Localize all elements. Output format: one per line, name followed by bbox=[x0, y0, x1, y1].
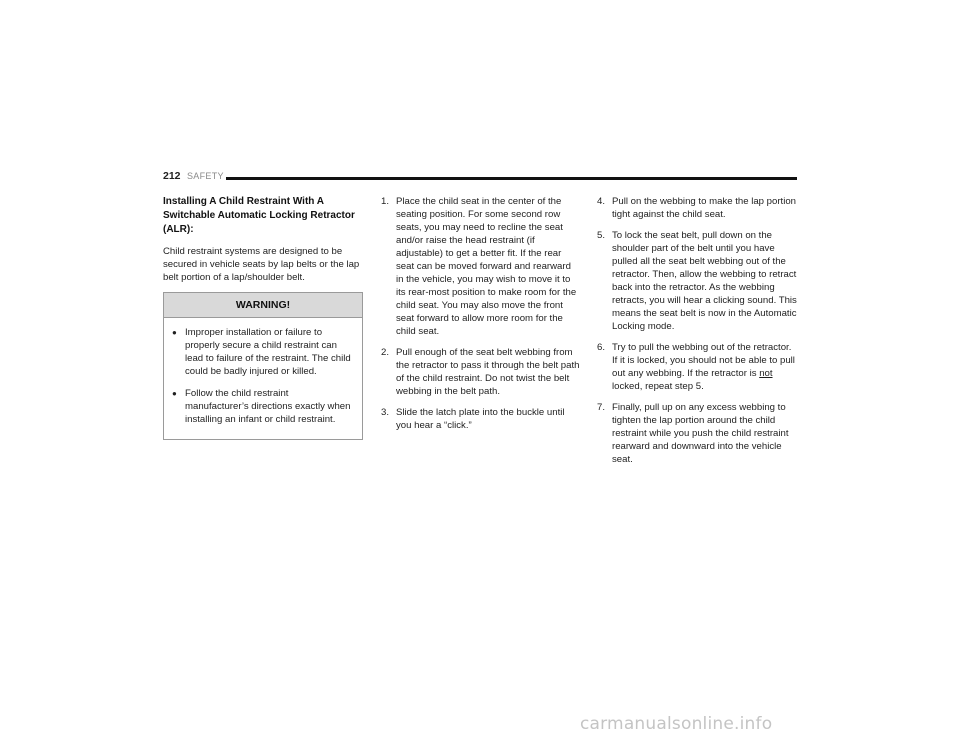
step-item bbox=[381, 406, 581, 432]
step-number: 6. bbox=[597, 342, 606, 353]
step-text: Pull on the webbing to make the lap portion tight against the child seat. bbox=[612, 196, 797, 220]
step-text-part: locked, repeat step 5. bbox=[612, 381, 704, 392]
intro-paragraph: Child restraint systems are designed to be secured in vehicle seats by lap belts or the lap belt portion of a lap/shoulder belt. bbox=[163, 246, 360, 283]
step-text: To lock the seat belt, pull down on the shoulder part of the belt until you have pulled all the seat belt webbing out of the retractor. Then, allow the webbing to retract back into the retractor. As the webbing retracts, you will hear a clicking sound. This means the seat belt is now in the Automatic Locking mode. bbox=[612, 230, 797, 332]
warning-bullet bbox=[172, 387, 354, 426]
page-number: 212 bbox=[163, 170, 181, 182]
step-item bbox=[381, 195, 581, 338]
warning-box bbox=[163, 292, 363, 440]
left-column bbox=[163, 195, 363, 440]
step-item bbox=[597, 195, 797, 221]
step-number: 1. bbox=[381, 196, 390, 207]
watermark: carmanualsonline.info bbox=[580, 714, 773, 734]
step-text: Finally, pull up on any excess webbing to tighten the lap portion around the child restraint while you push the child restraint rearward and downward into the vehicle seat. bbox=[612, 402, 789, 465]
step-text-part: Try to pull the webbing out of the retractor. If it is locked, you should not be able to pull out any webbing. If the retractor is bbox=[612, 342, 795, 379]
step-text: Slide the latch plate into the buckle until you hear a “click.” bbox=[396, 407, 565, 431]
step-text: Pull enough of the seat belt webbing from the retractor to pass it through the belt path of the child restraint. Do not twist the belt webbing in the belt path. bbox=[396, 347, 580, 397]
page-header bbox=[163, 170, 797, 188]
warning-bullet-text: Improper installation or failure to properly secure a child restraint can lead to failure of the restraint. The child could be badly injured or killed. bbox=[185, 327, 351, 377]
middle-column bbox=[381, 195, 581, 440]
step-item bbox=[381, 346, 581, 398]
step-number: 5. bbox=[597, 230, 606, 241]
section-heading: Installing A Child Restraint With A Switchable Automatic Locking Retractor (ALR): bbox=[163, 196, 355, 235]
warning-bullet bbox=[172, 326, 354, 378]
header-rule bbox=[226, 177, 797, 180]
warning-body bbox=[164, 318, 362, 439]
bullet-icon: ● bbox=[172, 328, 177, 337]
step-item bbox=[597, 229, 797, 333]
right-column bbox=[597, 195, 797, 474]
step-text bbox=[612, 341, 797, 393]
step-item bbox=[597, 341, 797, 393]
step-number: 7. bbox=[597, 402, 606, 413]
underlined-word: not bbox=[759, 368, 773, 379]
warning-title: WARNING! bbox=[164, 293, 362, 318]
step-text: Place the child seat in the center of the seating position. For some second row seats, you may need to recline the seat and/or raise the head restraint (if adjustable) to get a better fit. If the rear seat can be moved forward and rearward in the vehicle, you may wish to move it to its rear-most position to make room for the child seat. You may also move the front seat forward to allow more room for the child seat. bbox=[396, 196, 577, 337]
step-number: 4. bbox=[597, 196, 606, 207]
step-number: 2. bbox=[381, 347, 390, 358]
bullet-icon: ● bbox=[172, 389, 177, 398]
section-title: SAFETY bbox=[187, 171, 224, 181]
warning-bullet-text: Follow the child restraint manufacturer’s directions exactly when installing an infant or child restraint. bbox=[185, 388, 351, 425]
step-number: 3. bbox=[381, 407, 390, 418]
step-item bbox=[597, 401, 797, 466]
